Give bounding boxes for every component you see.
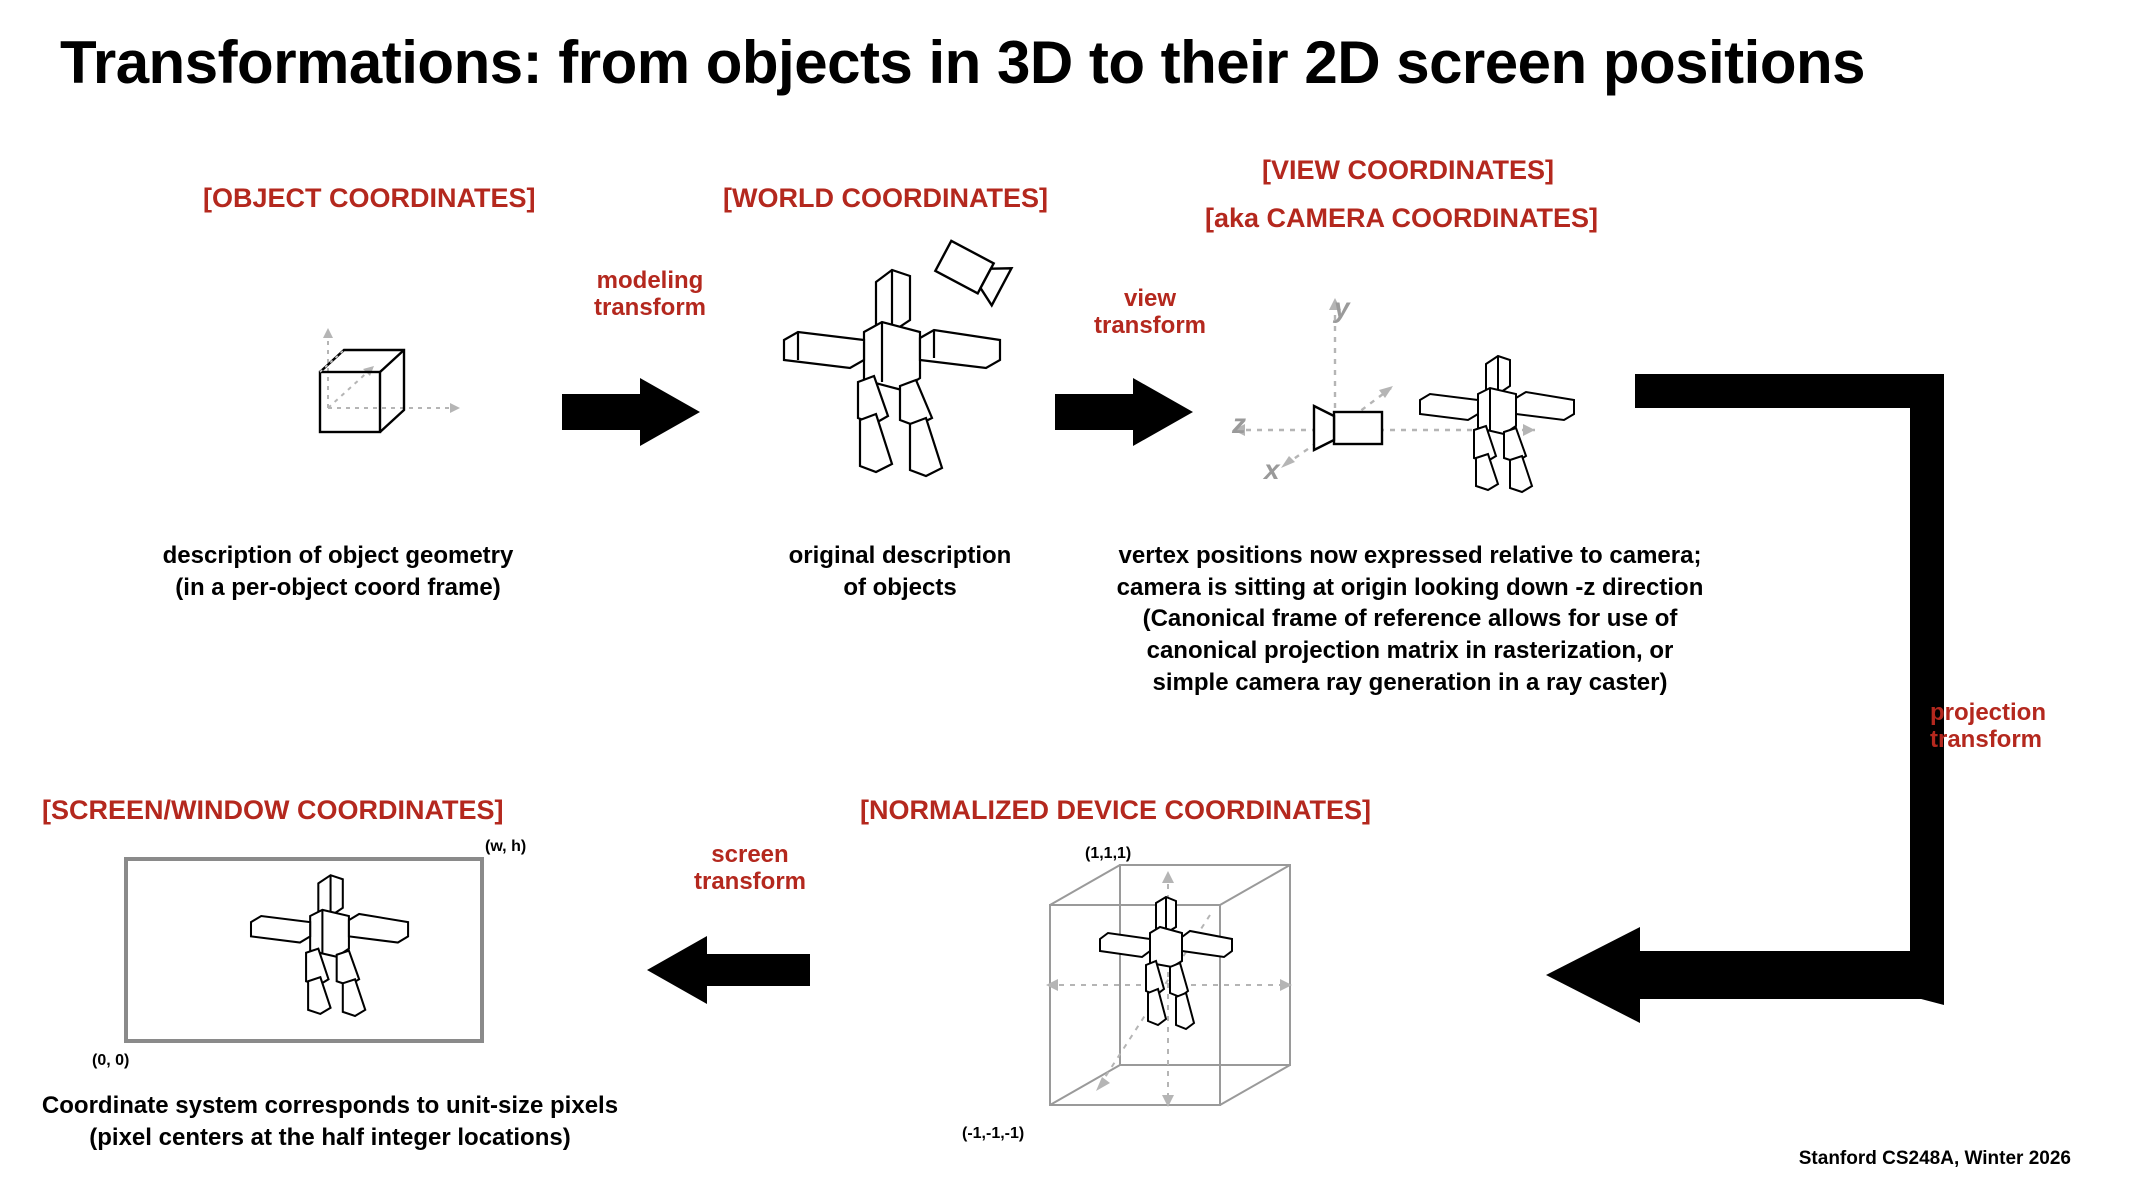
arrow-screen-transform (645, 930, 810, 1010)
slide-credit: Stanford CS248A, Winter 2026 (1798, 1148, 2071, 1169)
caption-object-line1: description of object geometry (162, 542, 514, 569)
caption-world-line2: of objects (843, 573, 957, 601)
ndc-cube-figure (1040, 855, 1340, 1145)
transform-view-line1: view (1123, 285, 1177, 312)
stage-label-screen-coordinates: [SCREEN/WINDOW COORDINATES] (42, 795, 504, 825)
caption-world (700, 540, 1100, 603)
stage-label-camera-coordinates: [aka CAMERA COORDINATES] (1205, 203, 1599, 233)
stage-label-object-coordinates: [OBJECT COORDINATES] (203, 183, 536, 213)
caption-world-line1: original description (788, 542, 1012, 569)
transform-label-view (1060, 286, 1240, 340)
axis-label-x: x (1264, 454, 1280, 485)
transform-projection-line2: transform (1930, 725, 2043, 753)
stage-label-world-coordinates: [WORLD COORDINATES] (723, 183, 1048, 213)
arrow-projection-transform (1310, 375, 1970, 1015)
screen-window-figure (122, 855, 492, 1050)
arrow-modeling-transform (562, 372, 702, 452)
caption-view-line3: (Canonical frame of reference allows for use of (1142, 605, 1678, 633)
arrow-view-transform (1055, 372, 1195, 452)
caption-view-line4: canonical projection matrix in rasterization, or (1146, 637, 1674, 665)
axis-label-z: z (1232, 408, 1246, 439)
caption-view-line5: simple camera ray generation in a ray caster) (1152, 668, 1668, 696)
transform-screen-line2: transform (693, 867, 807, 895)
page-title: Transformations: from objects in 3D to their 2D screen positions (60, 29, 1866, 96)
world-figure (760, 240, 1030, 510)
transform-screen-line1: screen (711, 841, 789, 868)
caption-view-line1: vertex positions now expressed relative to camera; (1118, 542, 1702, 569)
caption-object-line2: (in a per-object coord frame) (175, 573, 501, 601)
stage-label-view-coordinates: [VIEW COORDINATES] (1262, 155, 1554, 185)
stage-label-ndc: [NORMALIZED DEVICE COORDINATES] (860, 795, 1371, 825)
transform-label-screen (650, 842, 850, 896)
transform-projection-line1: projection (1930, 699, 2047, 726)
transform-modeling-line2: transform (593, 293, 707, 321)
transform-label-modeling (560, 268, 740, 322)
caption-screen-line1: Coordinate system corresponds to unit-size pixels (41, 1092, 619, 1119)
transform-modeling-line1: modeling (596, 267, 704, 294)
transform-label-projection (1930, 700, 2130, 754)
caption-view-line2: camera is sitting at origin looking down -z direction (1116, 573, 1704, 601)
ndc-corner-max-label: (1,1,1) (1085, 845, 1132, 862)
caption-screen (30, 1090, 630, 1153)
caption-screen-line2: (pixel centers at the half integer locations) (89, 1123, 571, 1151)
object-cube-figure (300, 320, 490, 460)
ndc-corner-min-label: (-1,-1,-1) (962, 1125, 1025, 1142)
caption-object (118, 540, 558, 603)
transform-view-line2: transform (1093, 311, 1207, 339)
screen-corner-min-label: (0, 0) (92, 1052, 130, 1069)
axis-label-y: y (1334, 292, 1350, 323)
screen-corner-max-label: (w, h) (485, 838, 527, 855)
